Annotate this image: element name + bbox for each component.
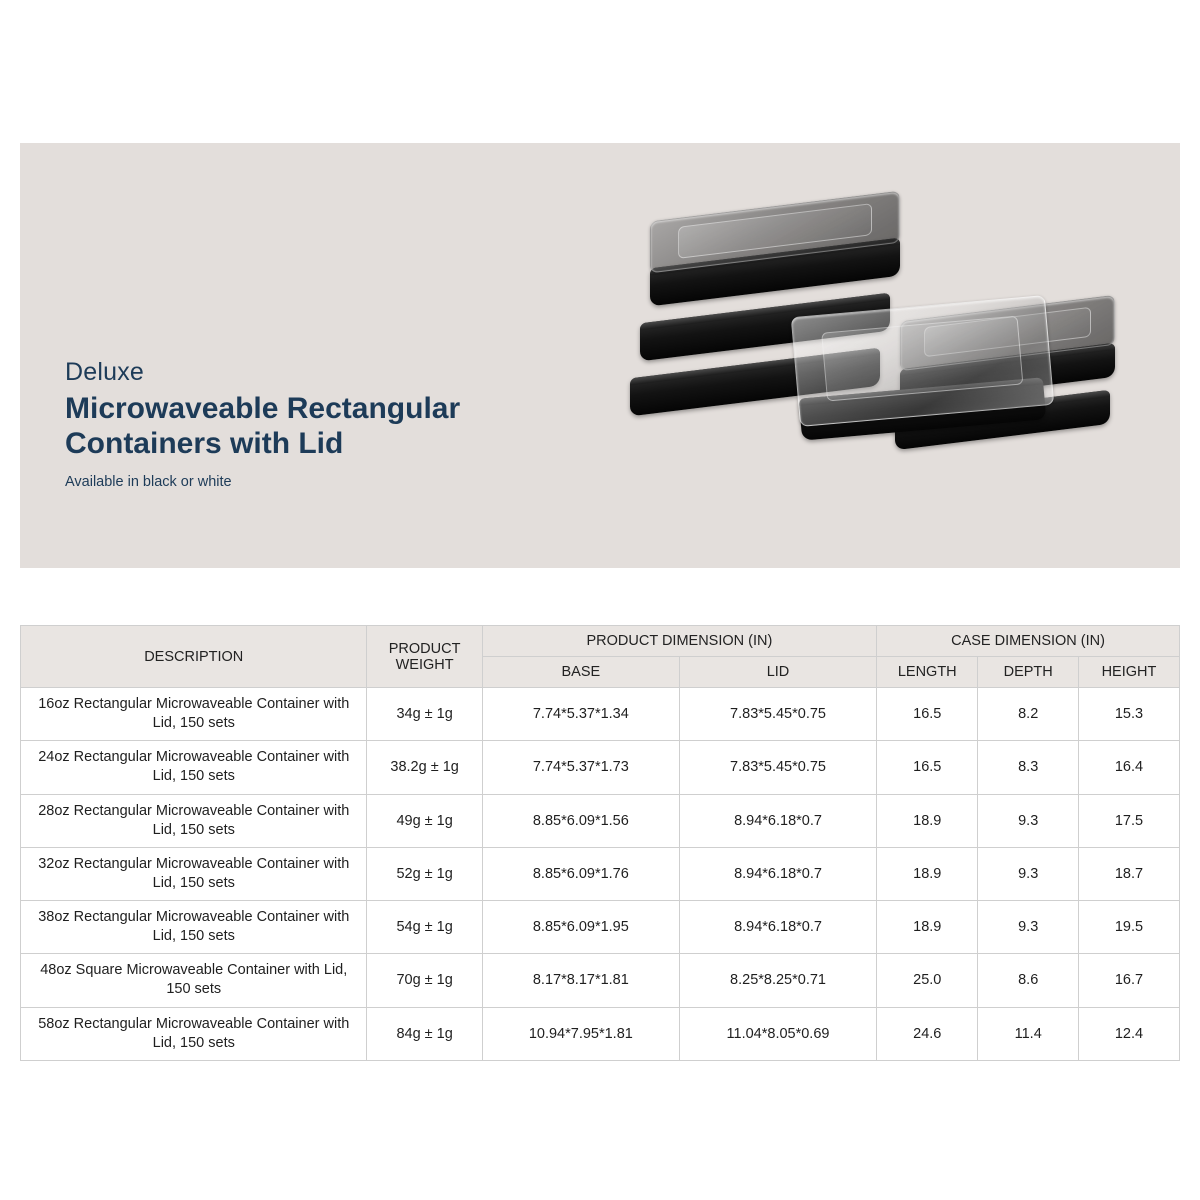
cell-description: 58oz Rectangular Microwaveable Container with Lid, 150 sets bbox=[21, 1007, 367, 1060]
cell-depth: 9.3 bbox=[978, 901, 1078, 954]
cell-height: 17.5 bbox=[1078, 794, 1179, 847]
cell-weight: 38.2g ± 1g bbox=[367, 741, 482, 794]
cell-lid: 7.83*5.45*0.75 bbox=[679, 688, 876, 741]
cell-depth: 11.4 bbox=[978, 1007, 1078, 1060]
cell-length: 25.0 bbox=[877, 954, 978, 1007]
cell-lid: 11.04*8.05*0.69 bbox=[679, 1007, 876, 1060]
cell-depth: 8.3 bbox=[978, 741, 1078, 794]
cell-lid: 8.25*8.25*0.71 bbox=[679, 954, 876, 1007]
cell-weight: 84g ± 1g bbox=[367, 1007, 482, 1060]
cell-height: 16.7 bbox=[1078, 954, 1179, 1007]
header-product-dimension: PRODUCT DIMENSION (IN) bbox=[482, 626, 876, 657]
cell-description: 38oz Rectangular Microwaveable Container with Lid, 150 sets bbox=[21, 901, 367, 954]
cell-description: 32oz Rectangular Microwaveable Container with Lid, 150 sets bbox=[21, 847, 367, 900]
cell-height: 12.4 bbox=[1078, 1007, 1179, 1060]
cell-base: 7.74*5.37*1.34 bbox=[482, 688, 679, 741]
header-depth: DEPTH bbox=[978, 657, 1078, 688]
table-row bbox=[21, 847, 1180, 900]
cell-length: 18.9 bbox=[877, 847, 978, 900]
cell-lid: 7.83*5.45*0.75 bbox=[679, 741, 876, 794]
cell-depth: 8.6 bbox=[978, 954, 1078, 1007]
hero-title-line-2: Containers with Lid bbox=[65, 427, 344, 461]
cell-height: 15.3 bbox=[1078, 688, 1179, 741]
cell-weight: 34g ± 1g bbox=[367, 688, 482, 741]
cell-weight: 70g ± 1g bbox=[367, 954, 482, 1007]
cell-lid: 8.94*6.18*0.7 bbox=[679, 847, 876, 900]
hero-title-line-1: Microwaveable Rectangular bbox=[65, 392, 461, 425]
cell-weight: 54g ± 1g bbox=[367, 901, 482, 954]
cell-description: 16oz Rectangular Microwaveable Container with Lid, 150 sets bbox=[21, 688, 367, 741]
cell-height: 16.4 bbox=[1078, 741, 1179, 794]
specification-table-wrapper bbox=[20, 625, 1180, 1061]
hero-text-block bbox=[65, 358, 585, 490]
table-header-row-group bbox=[21, 626, 1180, 657]
cell-base: 10.94*7.95*1.81 bbox=[482, 1007, 679, 1060]
cell-base: 8.85*6.09*1.76 bbox=[482, 847, 679, 900]
product-photo bbox=[595, 188, 1165, 533]
table-row bbox=[21, 741, 1180, 794]
table-row bbox=[21, 901, 1180, 954]
header-height: HEIGHT bbox=[1078, 657, 1179, 688]
cell-length: 16.5 bbox=[877, 741, 978, 794]
cell-base: 8.85*6.09*1.56 bbox=[482, 794, 679, 847]
hero-banner bbox=[20, 143, 1180, 568]
hero-title bbox=[65, 391, 585, 462]
table-row bbox=[21, 1007, 1180, 1060]
cell-base: 8.17*8.17*1.81 bbox=[482, 954, 679, 1007]
cell-height: 18.7 bbox=[1078, 847, 1179, 900]
header-base: BASE bbox=[482, 657, 679, 688]
cell-lid: 8.94*6.18*0.7 bbox=[679, 901, 876, 954]
cell-description: 28oz Rectangular Microwaveable Container with Lid, 150 sets bbox=[21, 794, 367, 847]
cell-weight: 52g ± 1g bbox=[367, 847, 482, 900]
header-description: DESCRIPTION bbox=[21, 626, 367, 688]
cell-depth: 9.3 bbox=[978, 794, 1078, 847]
cell-length: 18.9 bbox=[877, 794, 978, 847]
header-case-dimension: CASE DIMENSION (IN) bbox=[877, 626, 1180, 657]
header-product-weight: PRODUCT WEIGHT bbox=[367, 626, 482, 688]
cell-length: 18.9 bbox=[877, 901, 978, 954]
hero-eyebrow: Deluxe bbox=[65, 358, 145, 386]
table-row bbox=[21, 688, 1180, 741]
hero-subtitle: Available in black or white bbox=[65, 473, 232, 490]
table-body bbox=[21, 688, 1180, 1061]
cell-length: 24.6 bbox=[877, 1007, 978, 1060]
cell-depth: 8.2 bbox=[978, 688, 1078, 741]
cell-base: 8.85*6.09*1.95 bbox=[482, 901, 679, 954]
cell-lid: 8.94*6.18*0.7 bbox=[679, 794, 876, 847]
cell-description: 48oz Square Microwaveable Container with Lid, 150 sets bbox=[21, 954, 367, 1007]
cell-base: 7.74*5.37*1.73 bbox=[482, 741, 679, 794]
cell-weight: 49g ± 1g bbox=[367, 794, 482, 847]
header-lid: LID bbox=[679, 657, 876, 688]
cell-depth: 9.3 bbox=[978, 847, 1078, 900]
table-row bbox=[21, 954, 1180, 1007]
table-head bbox=[21, 626, 1180, 688]
header-length: LENGTH bbox=[877, 657, 978, 688]
cell-height: 19.5 bbox=[1078, 901, 1179, 954]
cell-length: 16.5 bbox=[877, 688, 978, 741]
cell-description: 24oz Rectangular Microwaveable Container with Lid, 150 sets bbox=[21, 741, 367, 794]
specification-table bbox=[20, 625, 1180, 1061]
table-row bbox=[21, 794, 1180, 847]
container-lid-front bbox=[791, 295, 1055, 427]
